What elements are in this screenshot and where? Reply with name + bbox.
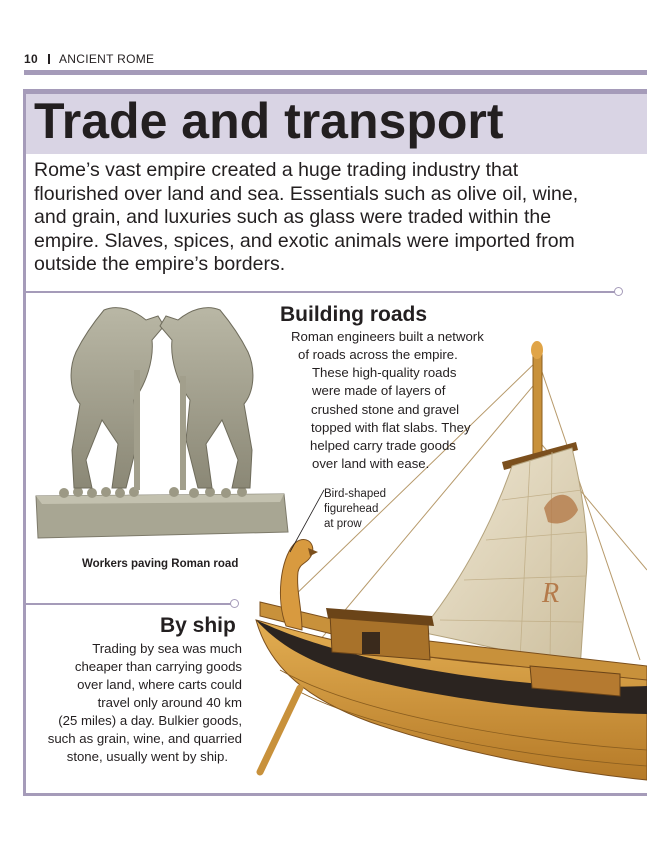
roads-line: were made of layers of xyxy=(312,383,446,398)
roads-line: of roads across the empire. xyxy=(298,347,458,362)
divider-roads xyxy=(26,291,618,293)
running-header xyxy=(24,52,154,66)
divider-dot-roads xyxy=(614,287,623,296)
page-title: Trade and transport xyxy=(34,93,504,149)
header-rule xyxy=(24,70,647,75)
intro-paragraph: Rome’s vast empire created a huge trading industry that flourished over land and sea. Essentials such as olive oil, wine, and grain, and luxuries such as glass were traded within the empire. Slaves, spices, and exotic animals were imported from outside the empire’s borders. xyxy=(34,159,579,275)
header-separator xyxy=(48,54,50,64)
divider-dot-ship xyxy=(230,599,239,608)
ship-line: (25 miles) a day. Bulkier goods, xyxy=(58,713,242,728)
roads-line: helped carry trade goods xyxy=(310,438,456,453)
sail-letter: R xyxy=(542,578,560,609)
ship-line: such as grain, wine, and quarried xyxy=(47,731,242,746)
roads-line: over land with ease. xyxy=(312,456,430,471)
ship-line: over land, where carts could xyxy=(77,677,242,692)
annotation-line: at prow xyxy=(324,518,362,530)
ship-heading: By ship xyxy=(160,614,236,637)
roads-line: crushed stone and gravel xyxy=(311,402,460,417)
annotation-line: figurehead xyxy=(324,503,379,515)
ship-line: stone, usually went by ship. xyxy=(66,749,228,764)
roads-heading: Building roads xyxy=(280,303,427,326)
roads-line: These high-quality roads xyxy=(312,365,457,380)
roads-line: Roman engineers built a network xyxy=(291,329,484,344)
annotation-line: Bird-shaped xyxy=(324,488,387,500)
section-name: ANCIENT ROME xyxy=(58,52,155,66)
relief-caption: Workers paving Roman road xyxy=(82,558,239,570)
divider-ship xyxy=(26,603,232,605)
ship-line: travel only around 40 km xyxy=(97,695,242,710)
page-number: 10 xyxy=(24,52,38,66)
roads-line: topped with flat slabs. They xyxy=(311,420,471,435)
ship-line: cheaper than carrying goods xyxy=(74,659,242,674)
ship-line: Trading by sea was much xyxy=(92,641,242,656)
figurehead-annotation xyxy=(324,487,386,532)
